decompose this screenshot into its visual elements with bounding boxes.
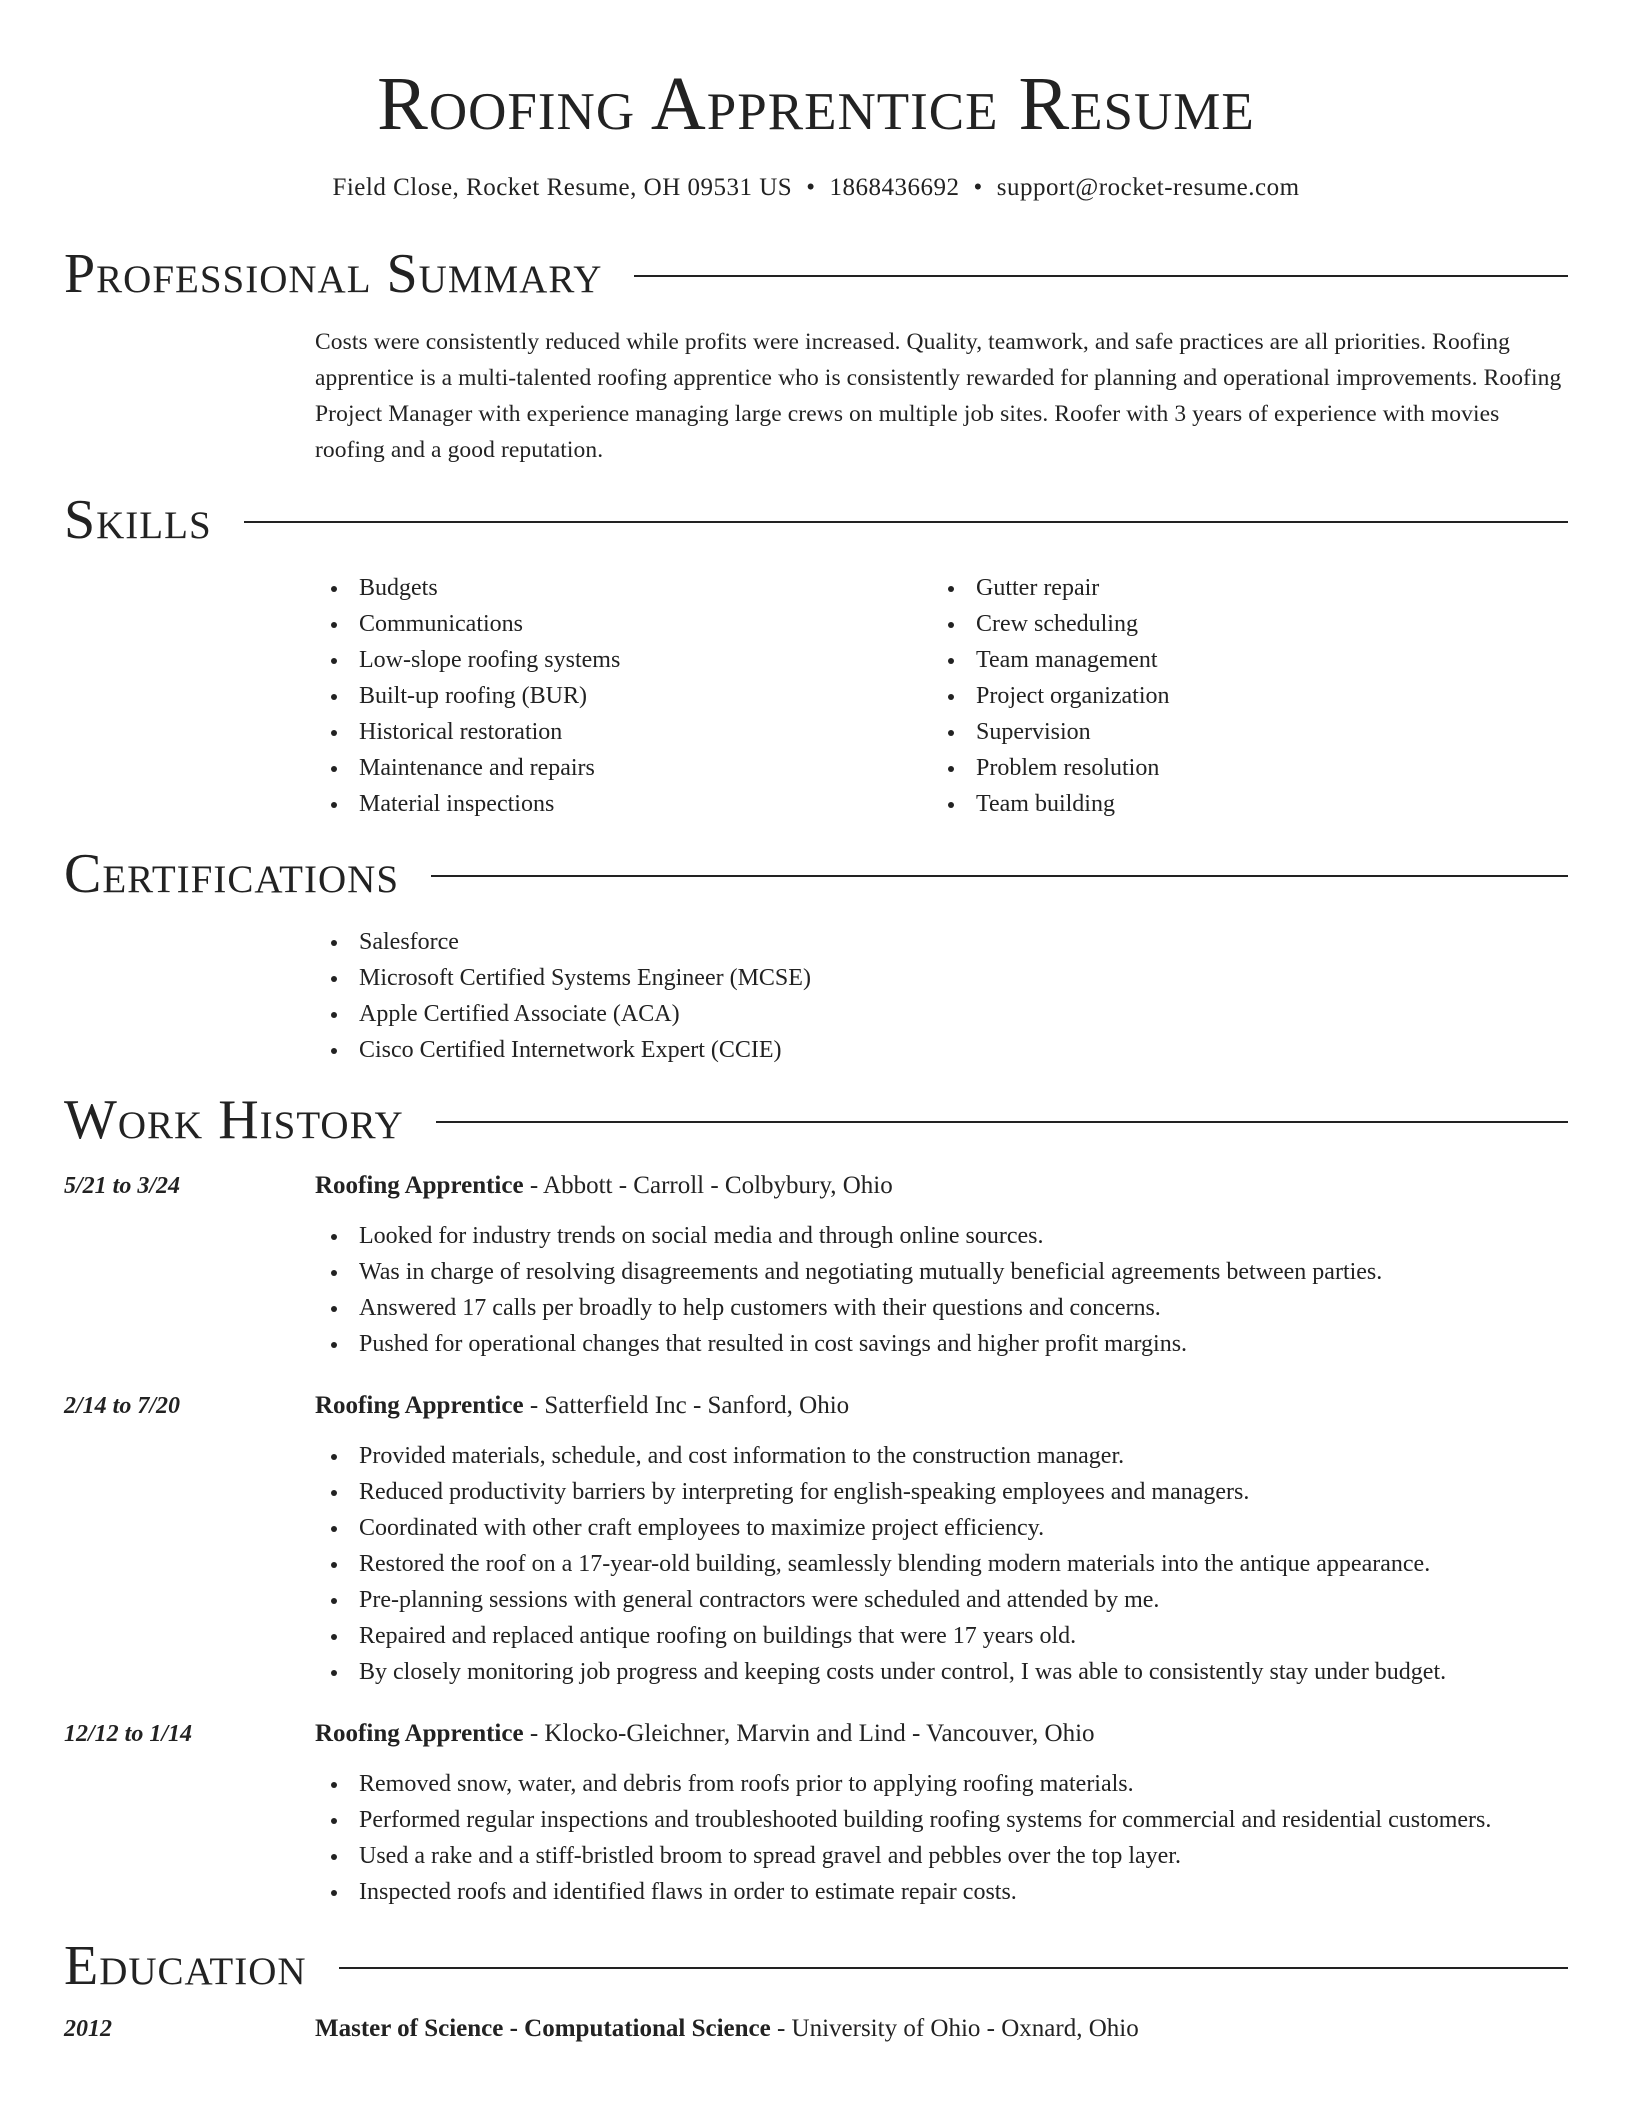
job-bullet: Used a rake and a stiff-bristled broom to spread gravel and pebbles over the top layer.	[315, 1838, 1568, 1874]
skill-item: Maintenance and repairs	[315, 750, 932, 786]
job-bullet: Reduced productivity barriers by interpreting for english-speaking employees and managers.	[315, 1474, 1568, 1510]
contact-phone: 1868436692	[829, 174, 960, 201]
certifications-section-header	[64, 839, 1568, 909]
certifications-heading: Certifications	[64, 843, 400, 905]
certification-item: Cisco Certified Internetwork Expert (CCIE)	[315, 1032, 1568, 1068]
contact-email: support@rocket-resume.com	[996, 174, 1300, 201]
skill-item: Supervision	[932, 714, 1549, 750]
job-title: Roofing Apprentice	[315, 1720, 524, 1747]
education-list	[64, 2015, 1568, 2043]
section-divider	[634, 275, 1568, 277]
skill-item: Historical restoration	[315, 714, 932, 750]
job-entry	[64, 1172, 1568, 1362]
job-bullet: Repaired and replaced antique roofing on buildings that were 17 years old.	[315, 1618, 1568, 1654]
certification-item: Salesforce	[315, 924, 1568, 960]
skills-list	[315, 570, 1568, 822]
skill-item: Communications	[315, 606, 932, 642]
job-bullets	[315, 1218, 1568, 1362]
job-employer: - Satterfield Inc - Sanford, Ohio	[523, 1392, 850, 1419]
contact-line	[64, 174, 1568, 202]
skill-item: Project organization	[932, 678, 1549, 714]
education-title-line	[315, 2015, 1139, 2043]
summary-section-header	[64, 239, 1568, 309]
job-bullet: Pushed for operational changes that resulted in cost savings and higher profit margins.	[315, 1326, 1568, 1362]
skills-section-header	[64, 485, 1568, 555]
job-bullet: Pre-planning sessions with general contractors were scheduled and attended by me.	[315, 1582, 1568, 1618]
job-title: Roofing Apprentice	[315, 1172, 524, 1199]
skill-item: Problem resolution	[932, 750, 1549, 786]
job-entry	[64, 1392, 1568, 1690]
job-bullet: Performed regular inspections and troubleshooted building roofing systems for commercial and residential customers.	[315, 1802, 1568, 1838]
education-entry	[64, 2015, 1568, 2043]
contact-address: Field Close, Rocket Resume, OH 09531 US	[332, 174, 793, 201]
job-bullet: Answered 17 calls per broadly to help customers with their questions and concerns.	[315, 1290, 1568, 1326]
skill-item: Low-slope roofing systems	[315, 642, 932, 678]
section-divider	[244, 521, 1568, 523]
section-divider	[436, 1121, 1568, 1123]
job-bullet: Inspected roofs and identified flaws in order to estimate repair costs.	[315, 1874, 1568, 1910]
job-bullet: Provided materials, schedule, and cost information to the construction manager.	[315, 1438, 1568, 1474]
job-bullet: Was in charge of resolving disagreements and negotiating mutually beneficial agreements between parties.	[315, 1254, 1568, 1290]
job-header	[64, 1720, 1568, 1748]
work-history-list	[64, 1172, 1568, 1910]
section-divider	[339, 1967, 1568, 1969]
skill-item: Team management	[932, 642, 1549, 678]
job-bullets	[315, 1766, 1568, 1910]
skill-item: Crew scheduling	[932, 606, 1549, 642]
education-degree: Master of Science - Computational Science	[315, 2015, 771, 2042]
job-title-line	[315, 1172, 893, 1200]
contact-separator: •	[973, 174, 983, 201]
job-bullet: By closely monitoring job progress and keeping costs under control, I was able to consistently stay under budget.	[315, 1654, 1568, 1690]
summary-heading: Professional Summary	[64, 243, 603, 305]
job-bullet: Restored the roof on a 17-year-old building, seamlessly blending modern materials into the antique appearance.	[315, 1546, 1568, 1582]
skill-item: Built-up roofing (BUR)	[315, 678, 932, 714]
certification-item: Apple Certified Associate (ACA)	[315, 996, 1568, 1032]
education-school: - University of Ohio - Oxnard, Ohio	[770, 2015, 1139, 2042]
education-section-header	[64, 1931, 1568, 2001]
job-bullets	[315, 1438, 1568, 1690]
skill-item: Gutter repair	[932, 570, 1549, 606]
work-section-header	[64, 1085, 1568, 1155]
skill-item: Team building	[932, 786, 1549, 822]
skill-item: Material inspections	[315, 786, 932, 822]
job-entry	[64, 1720, 1568, 1910]
job-header	[64, 1392, 1568, 1420]
skills-column-left	[315, 570, 932, 822]
job-dates: 12/12 to 1/14	[64, 1721, 193, 1747]
job-title-line	[315, 1720, 1095, 1748]
job-title: Roofing Apprentice	[315, 1392, 524, 1419]
job-employer: - Klocko-Gleichner, Marvin and Lind - Vancouver, Ohio	[523, 1720, 1095, 1747]
education-date: 2012	[64, 2016, 112, 2042]
resume-title: Roofing Apprentice Resume	[377, 62, 1255, 146]
skill-item: Budgets	[315, 570, 932, 606]
section-divider	[431, 875, 1568, 877]
certification-item: Microsoft Certified Systems Engineer (MCSE)	[315, 960, 1568, 996]
certifications-list	[315, 924, 1568, 1068]
job-dates: 2/14 to 7/20	[64, 1393, 181, 1419]
summary-text: Costs were consistently reduced while profits were increased. Quality, teamwork, and safe practices are all priorities. Roofing apprentice is a multi-talented roofing apprentice who is consistently rewarded for planning and operational improvements. Roofing Project Manager with experience managing large crews on multiple job sites. Roofer with 3 years of experience with movies roofing and a good reputation.	[315, 329, 1562, 463]
job-bullet: Removed snow, water, and debris from roofs prior to applying roofing materials.	[315, 1766, 1568, 1802]
job-bullet: Looked for industry trends on social media and through online sources.	[315, 1218, 1568, 1254]
contact-separator: •	[806, 174, 816, 201]
job-bullet: Coordinated with other craft employees to maximize project efficiency.	[315, 1510, 1568, 1546]
job-dates: 5/21 to 3/24	[64, 1173, 181, 1199]
job-header	[64, 1172, 1568, 1200]
job-title-line	[315, 1392, 849, 1420]
skills-column-right	[932, 570, 1549, 822]
skills-heading: Skills	[64, 489, 212, 551]
education-heading: Education	[64, 1935, 307, 1997]
job-employer: - Abbott - Carroll - Colbybury, Ohio	[523, 1172, 893, 1199]
work-heading: Work History	[64, 1089, 404, 1151]
